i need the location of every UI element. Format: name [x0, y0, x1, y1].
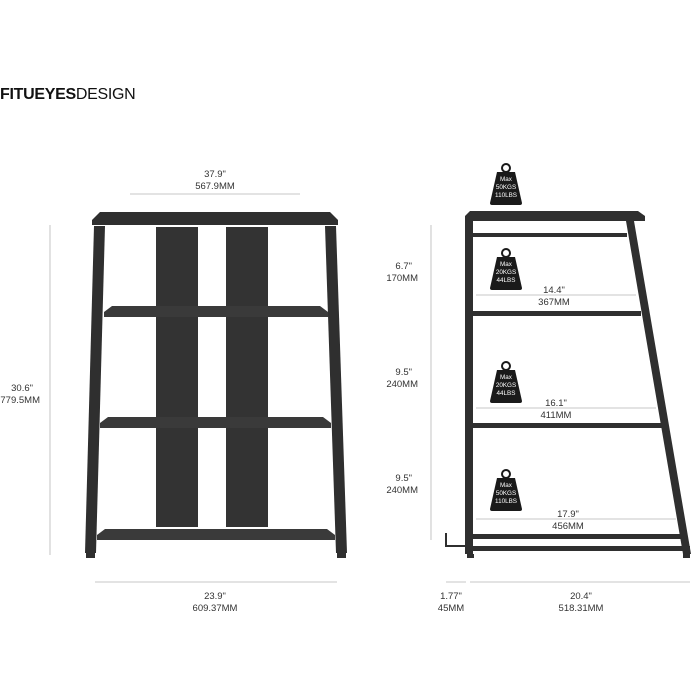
front-height-inch: 30.6": [11, 383, 33, 394]
weight-shelf-3-kg: 50KGS: [495, 490, 517, 497]
shelf-depth-2-inch: 16.1": [545, 398, 567, 409]
foot-depth-mm: 45MM: [437, 603, 465, 614]
shelf-depth-3-inch: 17.9": [557, 509, 579, 520]
front-right-leg: [325, 226, 347, 553]
weight-shelf-1-label: Max: [500, 261, 512, 268]
shelf-gap-2-mm: 240MM: [386, 379, 418, 390]
weight-icon-top: [490, 164, 522, 205]
foot-depth-inch: 1.77": [440, 591, 462, 602]
weight-shelf-2-kg: 20KGS: [495, 382, 517, 389]
weight-shelf-2-lbs: 44LBS: [496, 390, 516, 397]
shelf-gap-3-inch: 9.5": [395, 473, 412, 484]
weight-top-kg: 50KGS: [495, 184, 517, 191]
weight-shelf-1-lbs: 44LBS: [496, 277, 516, 284]
front-panel-right: [226, 227, 268, 527]
front-view: [0, 169, 347, 614]
side-shelf-1: [473, 311, 641, 316]
weight-top-label: Max: [500, 176, 512, 183]
weight-icon-shelf-1: [490, 249, 522, 290]
shelf-depth-2-mm: 411MM: [540, 410, 572, 421]
weight-icon-shelf-3: [490, 470, 522, 511]
weight-shelf-3-lbs: 110LBS: [495, 498, 517, 505]
shelf-gap-3-mm: 240MM: [386, 485, 418, 496]
side-top-board: [465, 211, 645, 221]
front-top-width-mm: 567.9MM: [195, 181, 235, 192]
shelf-depth-3-mm: 456MM: [552, 521, 584, 532]
weight-shelf-3-label: Max: [500, 482, 512, 489]
side-foot-bracket: [446, 533, 465, 546]
front-shelf-2: [100, 417, 331, 428]
brand-name-light: DESIGN: [75, 86, 136, 103]
front-right-foot: [337, 553, 346, 558]
front-shelf-3: [97, 529, 335, 540]
front-height-mm: 779.5MM: [0, 395, 40, 406]
side-view: [386, 164, 691, 614]
shelf-gap-2-inch: 9.5": [395, 367, 412, 378]
weight-shelf-1-kg: 20KGS: [495, 269, 517, 276]
front-left-leg: [85, 226, 105, 553]
side-rear-post: [465, 221, 473, 554]
base-depth-inch: 20.4": [570, 591, 592, 602]
side-rear-foot: [467, 554, 474, 558]
side-base-rail: [465, 546, 690, 551]
side-rail-top: [473, 233, 627, 237]
weight-icon-shelf-2: [490, 362, 522, 403]
shelf-gap-1-mm: 170MM: [386, 273, 418, 284]
shelf-depth-1-mm: 367MM: [538, 297, 570, 308]
side-shelf-2: [473, 423, 663, 428]
shelf-depth-1-inch: 14.4": [543, 285, 565, 296]
side-shelf-3: [473, 534, 685, 539]
weight-shelf-2-label: Max: [500, 374, 512, 381]
shelf-gap-1-inch: 6.7": [395, 261, 412, 272]
front-top-board: [92, 212, 338, 225]
brand-name-bold: FITUEYES: [0, 86, 76, 103]
side-front-foot: [683, 554, 690, 558]
front-panel-left: [156, 227, 198, 527]
front-base-width-mm: 609.37MM: [192, 603, 238, 614]
front-top-width-inch: 37.9": [204, 169, 226, 180]
front-left-foot: [86, 553, 95, 558]
front-shelf-1: [104, 306, 328, 317]
base-depth-mm: 518.31MM: [558, 603, 604, 614]
front-base-width-inch: 23.9": [204, 591, 226, 602]
weight-top-lbs: 110LBS: [495, 192, 517, 199]
side-front-leg: [626, 221, 691, 554]
